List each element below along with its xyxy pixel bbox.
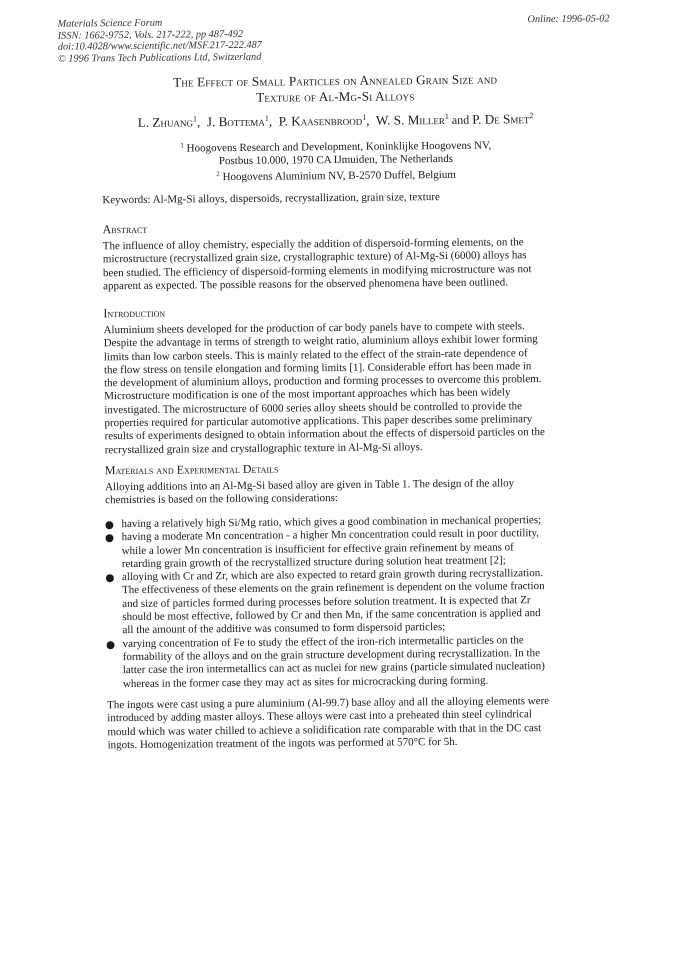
- author-affiliation-mark: 1: [362, 112, 367, 122]
- author-affiliation-mark: 1: [192, 114, 197, 124]
- affiliation-mark: 2: [216, 170, 220, 179]
- affiliation-1-address: Postbus 10.000, 1970 CA IJmuiden, The Netherlands: [218, 153, 454, 168]
- affiliation-text: Hoogovens Aluminium NV, B-2570 Duffel, Belgium: [222, 169, 456, 184]
- abstract-body: [103, 236, 553, 294]
- text-line: Aluminium sheets developed for the production of car body panels have to compete with steels.: [103, 320, 525, 337]
- author-separator: and: [448, 112, 473, 127]
- text-line: retarding grain growth of the recrystallized structure during solution heat treatment [2];: [121, 554, 506, 570]
- text-line: mould which was water chilled to achieve a solidification rate comparable with that in the DC cast: [107, 721, 542, 738]
- text-line: been studied. The efficiency of dispersoid-forming elements in modifying microstructure was not: [102, 262, 532, 279]
- text-line: microstructure (recrystallized grain size, crystallographic texture) of Al-Mg-Si (6000) alloys has: [102, 249, 527, 266]
- author-name: L. Zhuang: [137, 114, 194, 130]
- text-line: while a lower Mn concentration is insufficient for effective grain refinement by means of: [121, 540, 514, 557]
- text-line: recrystallized grain size and crystallographic texture in Al-Mg-Si alloys.: [104, 440, 423, 456]
- materials-heading: Materials and Experimental Details: [104, 461, 279, 478]
- text-line: all the amount of the additive was consumed to form dispersoid particles;: [122, 621, 446, 637]
- author-name: J. Bottema: [206, 113, 265, 130]
- text-line: properties required for particular automotive applications. This paper describes some preliminary: [104, 413, 533, 430]
- author-name: P. De Smet: [472, 111, 530, 127]
- text-line: whereas in the former case they may act as sites for microcracking during forming.: [122, 674, 489, 690]
- text-line: and size of particles formed during processes before solution treatment. It is expected that Zr: [122, 593, 531, 610]
- text-line: the flow stress on tensile elongation and forming limits [1]. Considerable effort has been made in: [103, 360, 532, 377]
- materials-intro: [105, 477, 555, 508]
- text-line: Microstructure modification is one of the most important approaches which has been widely: [104, 386, 511, 403]
- bullet-icon: [106, 574, 114, 582]
- text-line: formability of the alloys and on the grain structure development during recrystallization. In the: [122, 647, 540, 664]
- title-line: Texture of Al-Mg-Si Alloys: [256, 87, 415, 105]
- affiliation-text: Hoogovens Research and Development, Koninklijke Hoogovens NV,: [186, 139, 492, 155]
- introduction-heading: Introduction: [103, 305, 166, 321]
- author-affiliation-mark: 1: [444, 111, 449, 121]
- text-line: the development of aluminium alloys, production and forming processes to overcome this problem.: [104, 373, 542, 390]
- keywords: Keywords: Al-Mg-Si alloys, dispersoids, recrystallization, grain size, texture: [102, 191, 440, 207]
- author-list: [0, 110, 675, 133]
- materials-closing: [107, 695, 557, 753]
- author-separator: ,: [366, 112, 376, 128]
- text-line: results of experiments designed to obtain information about the effects of dispersoid particles on the: [104, 426, 545, 443]
- text-line: varying concentration of Fe to study the effect of the iron-rich intermetallic particles on the: [122, 633, 524, 650]
- considerations-list: [105, 514, 559, 691]
- copyright-line: © 1996 Trans Tech Publications Ltd, Switzerland: [57, 51, 262, 65]
- author-separator: ,: [268, 113, 279, 129]
- text-line: latter case the iron intermetallics can act as nuclei for new grains (particle simulated nucleation): [122, 660, 545, 677]
- text-line: Despite the advantage in terms of strength to weight ratio, aluminium alloys exhibit lower forming: [103, 333, 538, 350]
- text-line: should be most effective, followed by Cr and then Mn, if the same concentration is applied and: [122, 607, 541, 624]
- bullet-icon: [107, 641, 115, 649]
- list-item: [106, 567, 559, 638]
- author-name: P. Kaasenbrood: [278, 112, 363, 129]
- list-item: [107, 634, 559, 692]
- text-line: having a relatively high Si/Mg ratio, which gives a good combination in mechanical properties;: [121, 514, 542, 531]
- text-line: apparent as expected. The possible reasons for the observed phenomena have been outlined.: [103, 276, 508, 293]
- introduction-body: [103, 320, 554, 457]
- text-line: The influence of alloy chemistry, especially the addition of dispersoid-forming elements, on the: [102, 236, 524, 253]
- text-line: introduced by adding master alloys. These alloys were cast into a preheated thin steel cylindrical: [107, 708, 533, 725]
- list-item: [105, 527, 557, 571]
- issn-line: ISSN: 1662-9752, Vols. 217-222, pp 487-492: [57, 28, 244, 42]
- text-line: chemistries is based on the following considerations:: [105, 492, 339, 507]
- text-line: ingots. Homogenization treatment of the ingots was performed at 570°C for 5h.: [107, 735, 458, 752]
- author-name: W. S. Miller: [375, 111, 445, 128]
- author-affiliation-mark: 2: [529, 111, 534, 121]
- text-line: Alloying additions into an Al-Mg-Si based alloy are given in Table 1. The design of the alloy: [105, 477, 515, 494]
- paper-title: [0, 70, 674, 108]
- journal-name: Materials Science Forum: [57, 17, 163, 30]
- author-affiliation-mark: 1: [264, 113, 269, 123]
- text-line: investigated. The microstructure of 6000 series alloy sheets should be controlled to provide the: [104, 400, 523, 417]
- bullet-icon: [105, 521, 113, 529]
- bullet-icon: [106, 534, 114, 542]
- text-line: having a moderate Mn concentration - a higher Mn concentration could result in poor ductility,: [121, 527, 540, 544]
- text-line: limits than low carbon steels. This is mainly related to the effect of the strain-rate dependence of: [103, 346, 528, 363]
- text-line: The effectiveness of these elements on the grain refinement is dependent on the volume fraction: [121, 580, 545, 597]
- text-line: alloying with Cr and Zr, which are also expected to retard grain growth during recrystallization.: [121, 567, 544, 584]
- abstract-heading: Abstract: [102, 221, 148, 237]
- text-line: The ingots were cast using a pure aluminium (Al-99.7) base alloy and all the alloying elements were: [107, 695, 550, 712]
- title-line: The Effect of Small Particles on Annealed Grain Size and: [173, 71, 498, 90]
- affiliations: [0, 135, 675, 187]
- online-date: Online: 1996-05-02: [527, 13, 610, 26]
- author-separator: ,: [196, 114, 207, 130]
- doi-line[interactable]: doi:10.4028/www.scientific.net/MSF.217-222.487: [57, 39, 263, 53]
- affiliation-mark: 1: [180, 141, 184, 150]
- publication-metadata: [58, 17, 263, 65]
